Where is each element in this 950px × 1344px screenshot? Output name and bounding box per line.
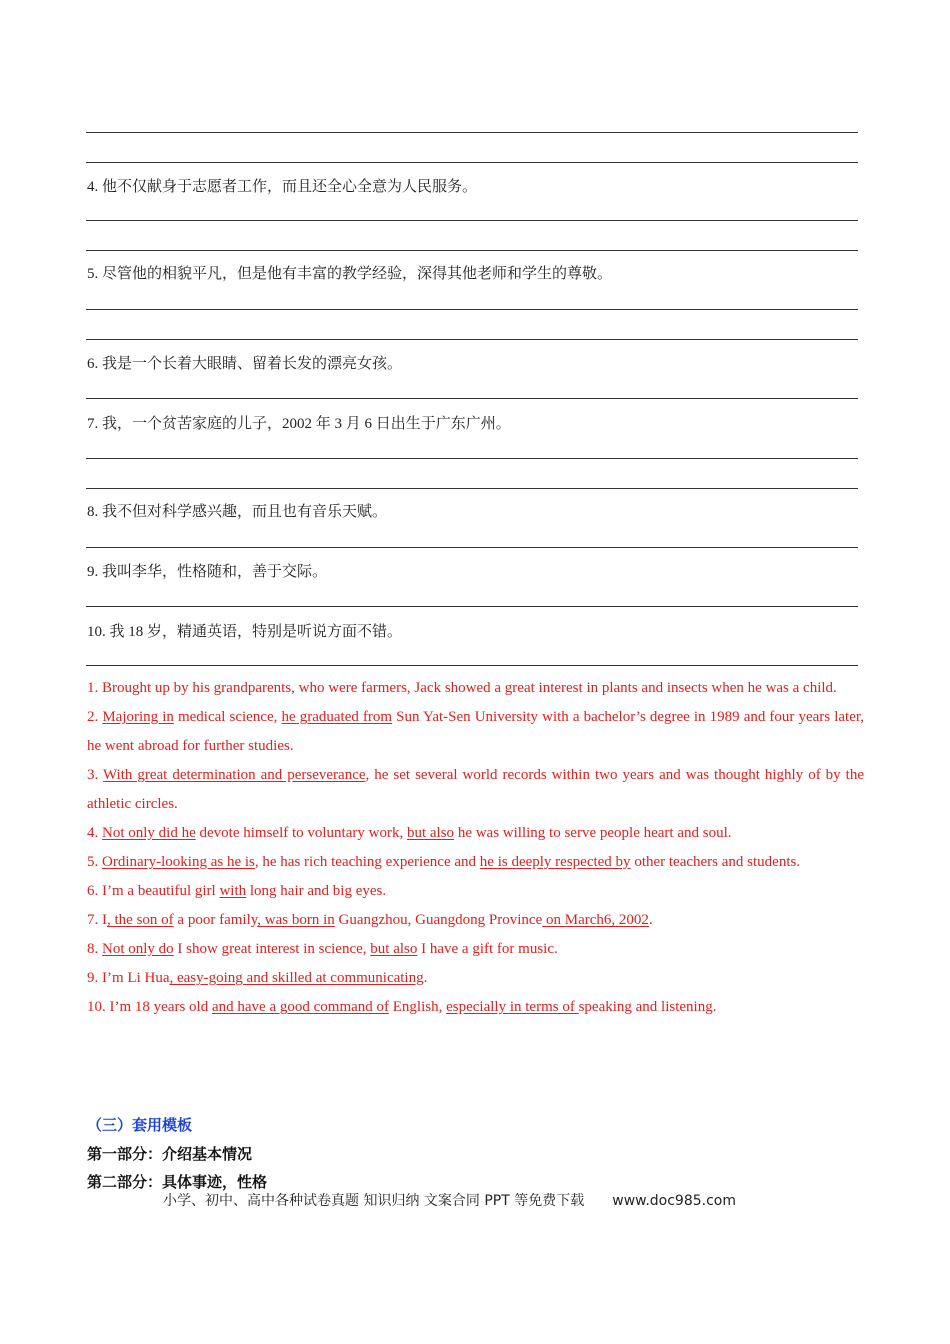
answer-text: 3. (87, 767, 103, 783)
answer-text: 5. (87, 854, 102, 870)
answer-item (87, 674, 864, 703)
question-6: 6. 我是一个长着大眼睛、留着长发的漂亮女孩。 (87, 356, 403, 372)
underlined-phrase: with (219, 883, 247, 899)
underlined-phrase: , easy-going and skilled at communicating (169, 970, 424, 986)
answer-line[interactable] (86, 339, 858, 340)
answer-text: 10. I’m 18 years old (87, 999, 212, 1015)
answer-item (87, 819, 864, 848)
answer-line[interactable] (86, 309, 858, 310)
answer-item (87, 761, 864, 819)
answer-line[interactable] (86, 547, 858, 548)
answer-text: Sun Yat-Sen University with a bachelor’s degree in 1989 and four years later, he went abroad for further studies. (87, 709, 865, 754)
answer-item (87, 935, 864, 964)
answer-item (87, 964, 864, 993)
underlined-phrase: , was born in (257, 912, 335, 928)
answer-line[interactable] (86, 398, 858, 399)
answer-item (87, 993, 864, 1022)
underlined-phrase: but also (406, 825, 455, 841)
answer-text: devote himself to voluntary work, (195, 825, 407, 841)
answer-text: Guangzhou, Guangdong Province (334, 912, 543, 928)
footer-text: 小学、初中、高中各种试卷真题 知识归纳 文案合同 PPT 等免费下载 (163, 1193, 585, 1209)
underlined-phrase: Majoring in (102, 709, 174, 725)
answer-text: long hair and big eyes. (246, 883, 387, 899)
underlined-phrase: he graduated from (281, 709, 393, 725)
underlined-phrase: With great determination and perseverance (102, 767, 366, 783)
underlined-phrase: on March6, 2002 (542, 912, 649, 928)
question-10: 10. 我 18 岁，精通英语，特别是听说方面不错。 (87, 624, 403, 640)
answer-text: speaking and listening. (578, 999, 717, 1015)
question-5: 5. 尽管他的相貌平凡，但是他有丰富的教学经验，深得其他老师和学生的尊敬。 (87, 266, 613, 282)
underlined-phrase: Ordinary-looking as he is (102, 854, 255, 870)
answer-item (87, 877, 864, 906)
answer-text: 9. I’m Li Hua (87, 970, 170, 986)
underlined-phrase: Not only did he (102, 825, 196, 841)
question-9: 9. 我叫李华，性格随和，善于交际。 (87, 564, 328, 580)
question-8: 8. 我不但对科学感兴趣，而且也有音乐天赋。 (87, 504, 388, 520)
part-one-heading: 第一部分：介绍基本情况 (87, 1145, 253, 1163)
answer-text: I have a gift for music. (417, 941, 558, 957)
part-two-heading: 第二部分：具体事迹，性格 (87, 1173, 268, 1191)
answer-item (87, 906, 864, 935)
answer-text: I show great interest in science, (173, 941, 371, 957)
answer-line[interactable] (86, 488, 858, 489)
answer-text: 1. Brought up by his grandparents, who were farmers, Jack showed a great interest in plants and insects when he was a child. (87, 680, 837, 696)
answer-line[interactable] (86, 132, 858, 133)
answer-line[interactable] (86, 162, 858, 163)
answer-text: 6. I’m a beautiful girl (87, 883, 220, 899)
answer-text: 4. (87, 825, 102, 841)
answer-text: 8. (87, 941, 102, 957)
answer-line[interactable] (86, 458, 858, 459)
answer-line[interactable] (86, 250, 858, 251)
underlined-phrase: and have a good command of (211, 999, 390, 1015)
answer-line[interactable] (86, 665, 858, 666)
answer-line[interactable] (86, 220, 858, 221)
underlined-phrase: , the son of (107, 912, 174, 928)
footer-url[interactable]: www.doc985.com (612, 1193, 736, 1209)
answer-text: English, (389, 999, 447, 1015)
section-title: （三）套用模板 (87, 1116, 193, 1134)
answer-text: 2. (87, 709, 103, 725)
answer-text: , he set several world records within two years and was thought highly of by the athletic circles. (87, 767, 864, 812)
page-footer (163, 1190, 736, 1210)
underlined-phrase: he is deeply respected by (479, 854, 631, 870)
question-7: 7. 我，一个贫苦家庭的儿子，2002 年 3 月 6 日出生于广东广州。 (87, 416, 511, 432)
answer-text: medical science, (173, 709, 282, 725)
underlined-phrase: especially in terms of (446, 999, 579, 1015)
question-4: 4. 他不仅献身于志愿者工作，而且还全心全意为人民服务。 (87, 179, 478, 195)
answer-text: a poor family (173, 912, 258, 928)
underlined-phrase: Not only do (102, 941, 174, 957)
underlined-phrase: but also (370, 941, 418, 957)
answer-text: . (423, 970, 428, 986)
answer-text: , he has rich teaching experience and (254, 854, 480, 870)
answer-item (87, 848, 864, 877)
answer-key (87, 674, 864, 1022)
answer-line[interactable] (86, 606, 858, 607)
answer-text: he was willing to serve people heart and soul. (454, 825, 732, 841)
answer-text: other teachers and students. (630, 854, 801, 870)
answer-item (87, 703, 864, 761)
answer-text: 7. I (87, 912, 107, 928)
answer-text: . (648, 912, 653, 928)
